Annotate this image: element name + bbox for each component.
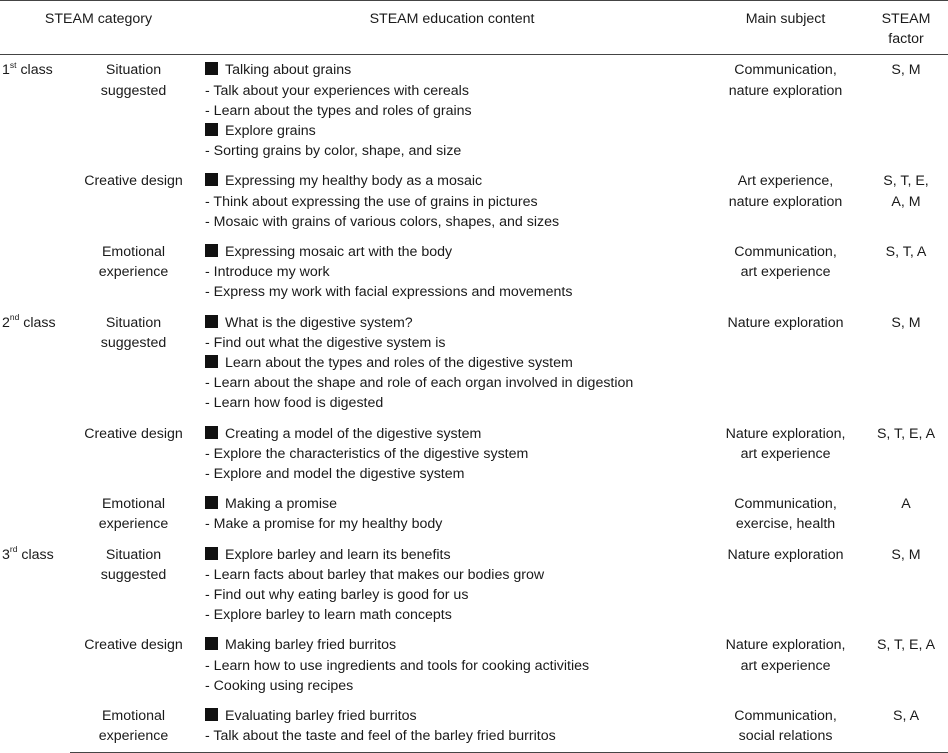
class-ordinal-suffix: nd (9, 311, 20, 322)
category-line: Creative design (84, 637, 183, 654)
header-subject: Main subject (707, 1, 864, 55)
factor-line: S, M (891, 62, 921, 79)
content-heading (205, 424, 707, 444)
content-item (205, 282, 707, 302)
category-line: Creative design (84, 173, 183, 190)
table-row (0, 419, 948, 490)
content-cell (197, 308, 707, 419)
content-heading (205, 60, 707, 80)
category-line: suggested (100, 82, 167, 99)
category-line: experience (98, 264, 169, 281)
category-cell (70, 489, 197, 539)
content-item (205, 514, 707, 534)
filled-square-icon (205, 708, 218, 721)
content-item (205, 464, 707, 484)
table-row (0, 489, 948, 539)
content-text: - Express my work with facial expressions and movements (205, 284, 573, 301)
content-cell (197, 237, 707, 308)
filled-square-icon (205, 173, 218, 186)
factor-cell (864, 237, 948, 308)
content-text: - Learn facts about barley that makes our bodies grow (205, 566, 545, 583)
class-ordinal-suffix: st (9, 59, 17, 70)
subject-line: Communication, (734, 708, 837, 725)
header-content: STEAM education content (197, 1, 707, 55)
content-text: Evaluating barley fried burritos (225, 708, 417, 725)
subject-line: Nature exploration, (725, 425, 846, 442)
subject-cell (707, 308, 864, 419)
subject-cell (707, 489, 864, 539)
header-factor-line1: STEAM (881, 11, 931, 27)
content-text: Talking about grains (225, 62, 352, 79)
content-heading (205, 242, 707, 262)
content-item (205, 565, 707, 585)
table-row (0, 308, 948, 419)
subject-line: art experience (740, 264, 831, 281)
category-line: suggested (100, 566, 167, 583)
factor-cell (864, 701, 948, 752)
content-cell (197, 419, 707, 490)
factor-line: S, T, E, (883, 173, 929, 190)
content-text: - Explore and model the digestive system (205, 466, 465, 483)
class-word: class (19, 314, 56, 331)
content-text: Learn about the types and roles of the digestive system (225, 355, 573, 372)
content-item (205, 101, 707, 121)
filled-square-icon (205, 426, 218, 439)
category-cell (70, 237, 197, 308)
class-ordinal-suffix: rd (9, 543, 18, 554)
content-heading (205, 706, 707, 726)
subject-line: Nature exploration, (725, 637, 846, 654)
filled-square-icon (205, 637, 218, 650)
category-cell (70, 630, 197, 701)
factor-cell (864, 540, 948, 631)
content-cell (197, 701, 707, 752)
table-row (0, 540, 948, 631)
content-item (205, 393, 707, 413)
category-line: Situation (105, 314, 162, 331)
content-text: - Make a promise for my healthy body (205, 516, 443, 533)
content-item (205, 676, 707, 696)
subject-line: art experience (740, 445, 831, 462)
content-text: - Learn how to use ingredients and tools for cooking activities (205, 657, 590, 674)
factor-cell (864, 166, 948, 237)
header-category: STEAM category (0, 1, 197, 55)
factor-cell (864, 489, 948, 539)
content-text: Explore grains (225, 123, 316, 140)
subject-line: art experience (740, 657, 831, 674)
content-text: Explore barley and learn its benefits (225, 546, 451, 563)
content-item (205, 141, 707, 161)
table-body (0, 55, 948, 752)
category-line: Emotional (101, 496, 166, 513)
content-text: Making a promise (225, 496, 337, 513)
subject-line: Nature exploration (727, 546, 844, 563)
content-item (205, 585, 707, 605)
content-heading (205, 545, 707, 565)
subject-cell (707, 419, 864, 490)
subject-cell (707, 630, 864, 701)
subject-cell (707, 701, 864, 752)
class-word: class (16, 62, 53, 79)
factor-line: S, T, A (885, 244, 927, 261)
content-heading (205, 121, 707, 141)
content-text: - Cooking using recipes (205, 677, 354, 694)
content-heading (205, 171, 707, 191)
header-factor (864, 1, 948, 55)
subject-line: Communication, (734, 62, 837, 79)
filled-square-icon (205, 244, 218, 257)
content-item (205, 81, 707, 101)
content-text: - Learn about the types and roles of grains (205, 102, 472, 119)
subject-line: nature exploration (728, 82, 843, 99)
content-cell (197, 540, 707, 631)
subject-cell (707, 237, 864, 308)
factor-cell (864, 419, 948, 490)
content-cell (197, 166, 707, 237)
category-line: Situation (105, 62, 162, 79)
content-text: - Learn how food is digested (205, 395, 384, 412)
content-item (205, 212, 707, 232)
content-item (205, 656, 707, 676)
category-cell (70, 701, 197, 752)
category-cell (70, 419, 197, 490)
factor-line: S, A (893, 708, 920, 725)
content-text: - Mosaic with grains of various colors, shapes, and sizes (205, 213, 560, 230)
factor-line: S, T, E, A (876, 425, 936, 442)
content-text: - Learn about the shape and role of each organ involved in digestion (205, 375, 634, 392)
filled-square-icon (205, 355, 218, 368)
factor-line: S, T, E, A (876, 637, 936, 654)
content-item (205, 192, 707, 212)
content-text: - Introduce my work (205, 264, 330, 281)
content-item (205, 444, 707, 464)
class-label (0, 308, 70, 540)
content-heading (205, 494, 707, 514)
category-cell (70, 55, 197, 167)
content-text: What is the digestive system? (225, 314, 413, 331)
category-line: experience (98, 516, 169, 533)
content-text: - Think about expressing the use of grains in pictures (205, 193, 538, 210)
category-line: Emotional (101, 708, 166, 725)
subject-cell (707, 540, 864, 631)
factor-line: S, M (891, 314, 921, 331)
filled-square-icon (205, 315, 218, 328)
filled-square-icon (205, 496, 218, 509)
subject-line: exercise, health (735, 516, 836, 533)
content-heading (205, 313, 707, 333)
subject-line: nature exploration (728, 193, 843, 210)
content-text: - Talk about the taste and feel of the barley fried burritos (205, 728, 556, 745)
category-line: suggested (100, 334, 167, 351)
header-factor-line2: factor (888, 31, 924, 48)
class-word: class (17, 546, 54, 563)
table-row (0, 166, 948, 237)
filled-square-icon (205, 123, 218, 136)
subject-cell (707, 166, 864, 237)
class-label (0, 55, 70, 308)
content-text: - Find out what the digestive system is (205, 334, 446, 351)
factor-cell (864, 630, 948, 701)
content-text: Creating a model of the digestive system (225, 425, 482, 442)
category-line: experience (98, 728, 169, 745)
class-number: 3 (2, 546, 10, 563)
table-row (0, 630, 948, 701)
content-text: - Find out why eating barley is good for us (205, 587, 469, 604)
class-number: 1 (2, 62, 10, 79)
category-line: Situation (105, 546, 162, 563)
content-text: Expressing mosaic art with the body (225, 244, 453, 261)
header-row (0, 1, 948, 55)
factor-cell (864, 308, 948, 419)
content-text: - Explore barley to learn math concepts (205, 607, 452, 624)
table-row (0, 237, 948, 308)
factor-line: A, M (891, 193, 921, 210)
content-item (205, 373, 707, 393)
category-line: Emotional (101, 244, 166, 261)
table-row (0, 701, 948, 752)
content-text: Expressing my healthy body as a mosaic (225, 173, 483, 190)
content-text: - Explore the characteristics of the digestive system (205, 445, 529, 462)
factor-line: A (901, 496, 911, 513)
content-cell (197, 55, 707, 167)
factor-line: S, M (891, 546, 921, 563)
content-text: - Talk about your experiences with cereals (205, 82, 469, 99)
content-item (205, 726, 707, 746)
content-item (205, 262, 707, 282)
category-cell (70, 540, 197, 631)
subject-line: Nature exploration (727, 314, 844, 331)
content-heading (205, 635, 707, 655)
subject-cell (707, 55, 864, 167)
subject-line: Art experience, (737, 173, 834, 190)
category-line: Creative design (84, 425, 183, 442)
subject-line: Communication, (734, 244, 837, 261)
content-cell (197, 630, 707, 701)
content-cell (197, 489, 707, 539)
content-item (205, 333, 707, 353)
class-number: 2 (2, 314, 10, 331)
content-text: - Sorting grains by color, shape, and size (205, 143, 462, 160)
factor-cell (864, 55, 948, 167)
filled-square-icon (205, 547, 218, 560)
filled-square-icon (205, 62, 218, 75)
class-label (0, 540, 70, 752)
content-text: Making barley fried burritos (225, 637, 397, 654)
subject-line: Communication, (734, 496, 837, 513)
content-item (205, 605, 707, 625)
content-heading (205, 353, 707, 373)
table-row (0, 55, 948, 167)
subject-line: social relations (738, 728, 833, 745)
category-cell (70, 166, 197, 237)
category-cell (70, 308, 197, 419)
